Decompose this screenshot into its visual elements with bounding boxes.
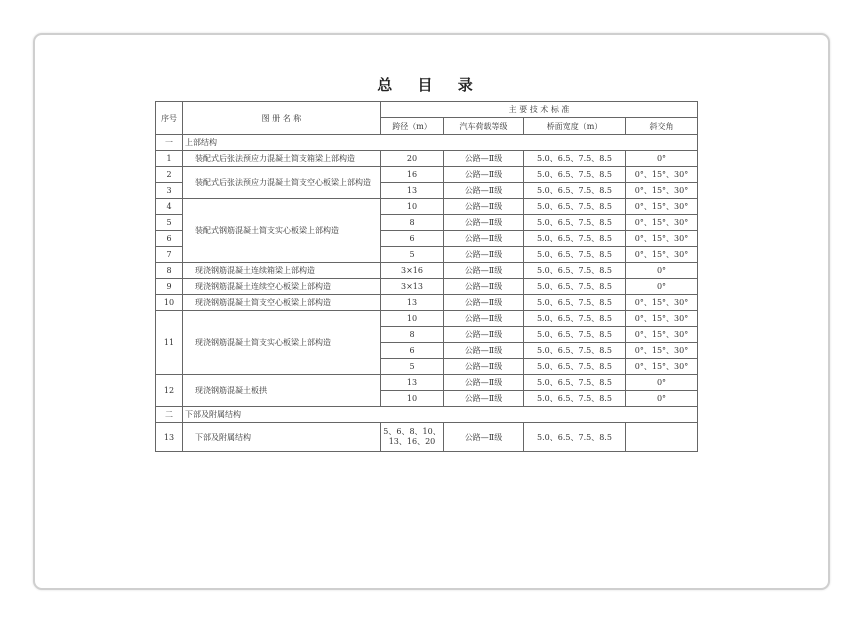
load-cell: 公路—Ⅱ级 [444, 375, 524, 391]
width-cell: 5.0、6.5、7.5、8.5 [524, 231, 626, 247]
page-title: 总 目 录 [377, 76, 483, 94]
span-cell: 20 [381, 151, 444, 167]
angle-cell: 0°、15°、30° [626, 295, 698, 311]
angle-cell: 0°、15°、30° [626, 215, 698, 231]
header-name: 图 册 名 称 [183, 102, 381, 135]
seq-cell: 9 [156, 279, 183, 295]
width-cell: 5.0、6.5、7.5、8.5 [524, 279, 626, 295]
seq-cell: 4 [156, 199, 183, 215]
width-cell: 5.0、6.5、7.5、8.5 [524, 167, 626, 183]
section-number: 一 [156, 135, 183, 151]
angle-cell: 0°、15°、30° [626, 327, 698, 343]
angle-cell: 0°、15°、30° [626, 343, 698, 359]
span-cell: 10 [381, 311, 444, 327]
seq-cell: 2 [156, 167, 183, 183]
angle-cell: 0°、15°、30° [626, 311, 698, 327]
seq-cell: 8 [156, 263, 183, 279]
angle-cell: 0°、15°、30° [626, 359, 698, 375]
angle-cell: 0°、15°、30° [626, 167, 698, 183]
header-seq: 序号 [156, 102, 183, 135]
table-row [156, 375, 698, 391]
seq-cell: 6 [156, 231, 183, 247]
load-cell: 公路—Ⅱ级 [444, 183, 524, 199]
table-row [156, 199, 698, 215]
angle-cell: 0°、15°、30° [626, 231, 698, 247]
angle-cell: 0°、15°、30° [626, 199, 698, 215]
load-cell: 公路—Ⅱ级 [444, 359, 524, 375]
header-row [156, 102, 698, 118]
seq-cell: 13 [156, 423, 183, 452]
table-row [156, 151, 698, 167]
span-cell: 16 [381, 167, 444, 183]
angle-cell: 0°、15°、30° [626, 247, 698, 263]
load-cell: 公路—Ⅱ级 [444, 167, 524, 183]
span-cell: 5、6、8、10、13、16、20 [381, 423, 444, 452]
span-cell: 13 [381, 183, 444, 199]
seq-cell: 7 [156, 247, 183, 263]
angle-cell: 0°、15°、30° [626, 183, 698, 199]
table-row [156, 167, 698, 183]
table-row [156, 263, 698, 279]
table-body [156, 135, 698, 452]
span-cell: 5 [381, 359, 444, 375]
volume-name: 现浇钢筋混凝土连续箱梁上部构造 [183, 263, 381, 279]
table-row [156, 311, 698, 327]
span-cell: 5 [381, 247, 444, 263]
span-cell: 13 [381, 375, 444, 391]
span-cell: 3×16 [381, 263, 444, 279]
contents-table [155, 101, 698, 452]
table-row [156, 295, 698, 311]
load-cell: 公路—Ⅱ级 [444, 247, 524, 263]
span-cell: 3×13 [381, 279, 444, 295]
load-cell: 公路—Ⅱ级 [444, 295, 524, 311]
width-cell: 5.0、6.5、7.5、8.5 [524, 263, 626, 279]
width-cell: 5.0、6.5、7.5、8.5 [524, 295, 626, 311]
span-cell: 8 [381, 327, 444, 343]
section-row [156, 407, 698, 423]
header-standards: 主 要 技 术 标 准 [381, 102, 698, 118]
load-cell: 公路—Ⅱ级 [444, 311, 524, 327]
seq-cell: 10 [156, 295, 183, 311]
header-load: 汽车荷载等级 [444, 118, 524, 135]
table-row [156, 279, 698, 295]
section-number: 二 [156, 407, 183, 423]
header-angle: 斜交角 [626, 118, 698, 135]
width-cell: 5.0、6.5、7.5、8.5 [524, 391, 626, 407]
seq-cell: 11 [156, 311, 183, 375]
span-cell: 13 [381, 295, 444, 311]
section-title: 下部及附属结构 [183, 407, 698, 423]
width-cell: 5.0、6.5、7.5、8.5 [524, 311, 626, 327]
load-cell: 公路—Ⅱ级 [444, 391, 524, 407]
width-cell: 5.0、6.5、7.5、8.5 [524, 151, 626, 167]
load-cell: 公路—Ⅱ级 [444, 231, 524, 247]
angle-cell: 0° [626, 375, 698, 391]
seq-cell: 3 [156, 183, 183, 199]
width-cell: 5.0、6.5、7.5、8.5 [524, 247, 626, 263]
volume-name: 现浇钢筋混凝土简支实心板梁上部构造 [183, 311, 381, 375]
span-cell: 6 [381, 343, 444, 359]
volume-name: 现浇钢筋混凝土板拱 [183, 375, 381, 407]
volume-name: 现浇钢筋混凝土连续空心板梁上部构造 [183, 279, 381, 295]
width-cell: 5.0、6.5、7.5、8.5 [524, 359, 626, 375]
volume-name: 装配式后张法预应力混凝土简支空心板梁上部构造 [183, 167, 381, 199]
header-width: 桥面宽度（m） [524, 118, 626, 135]
width-cell: 5.0、6.5、7.5、8.5 [524, 215, 626, 231]
seq-cell: 12 [156, 375, 183, 407]
section-row [156, 135, 698, 151]
width-cell: 5.0、6.5、7.5、8.5 [524, 327, 626, 343]
volume-name: 下部及附属结构 [183, 423, 381, 452]
section-title: 上部结构 [183, 135, 698, 151]
angle-cell: 0° [626, 263, 698, 279]
span-cell: 8 [381, 215, 444, 231]
load-cell: 公路—Ⅱ级 [444, 327, 524, 343]
load-cell: 公路—Ⅱ级 [444, 151, 524, 167]
load-cell: 公路—Ⅱ级 [444, 199, 524, 215]
angle-cell: 0° [626, 151, 698, 167]
width-cell: 5.0、6.5、7.5、8.5 [524, 183, 626, 199]
angle-cell [626, 423, 698, 452]
table-row [156, 423, 698, 452]
load-cell: 公路—Ⅱ级 [444, 215, 524, 231]
seq-cell: 5 [156, 215, 183, 231]
seq-cell: 1 [156, 151, 183, 167]
load-cell: 公路—Ⅱ级 [444, 263, 524, 279]
header-span: 跨径（m） [381, 118, 444, 135]
span-cell: 6 [381, 231, 444, 247]
angle-cell: 0° [626, 391, 698, 407]
width-cell: 5.0、6.5、7.5、8.5 [524, 375, 626, 391]
span-cell: 10 [381, 391, 444, 407]
width-cell: 5.0、6.5、7.5、8.5 [524, 423, 626, 452]
span-cell: 10 [381, 199, 444, 215]
width-cell: 5.0、6.5、7.5、8.5 [524, 199, 626, 215]
width-cell: 5.0、6.5、7.5、8.5 [524, 343, 626, 359]
volume-name: 现浇钢筋混凝土简支空心板梁上部构造 [183, 295, 381, 311]
angle-cell: 0° [626, 279, 698, 295]
load-cell: 公路—Ⅱ级 [444, 423, 524, 452]
load-cell: 公路—Ⅱ级 [444, 279, 524, 295]
load-cell: 公路—Ⅱ级 [444, 343, 524, 359]
volume-name: 装配式钢筋混凝土简支实心板梁上部构造 [183, 199, 381, 263]
volume-name: 装配式后张法预应力混凝土简支箱梁上部构造 [183, 151, 381, 167]
